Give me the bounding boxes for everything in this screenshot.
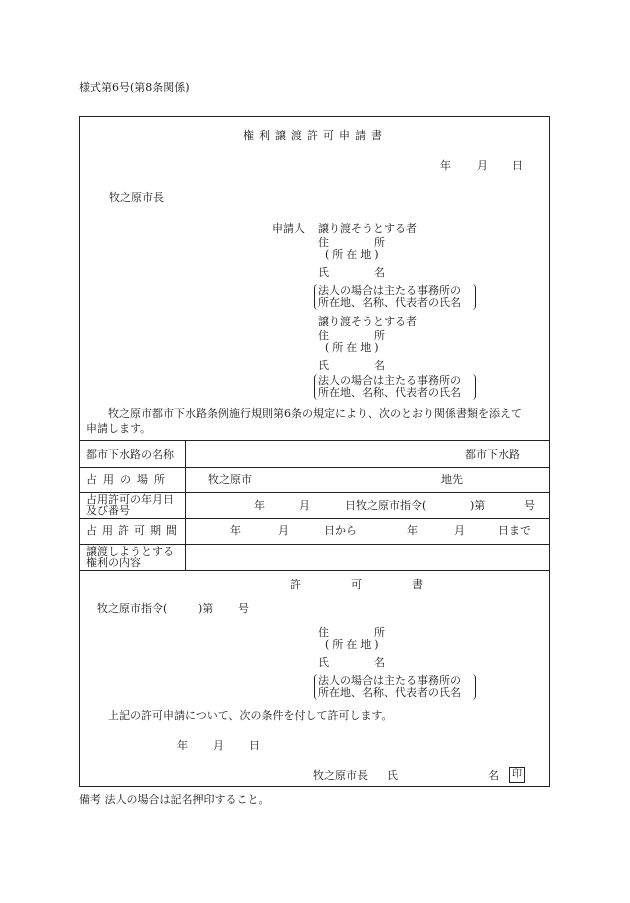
form-number-label: 様式第6号(第8条関係) xyxy=(79,81,190,94)
transferee-heading: 譲り渡そうとする者 xyxy=(318,315,417,328)
transfer-rights-label-1: 譲渡しようとする xyxy=(86,545,174,558)
period-start-day: 日から xyxy=(324,524,357,537)
transferor-heading: 譲り渡そうとする者 xyxy=(318,222,417,235)
permit-address-note: (所在地) xyxy=(325,638,382,651)
permit-date-label-1: 占用許可の年月日 xyxy=(86,493,174,506)
transfer-rights-label-2: 権利の内容 xyxy=(86,556,141,569)
permit-corp-note-2: 所在地、名称、代表者の氏名 xyxy=(318,686,461,699)
period-end-year: 年 xyxy=(407,524,418,537)
application-date-year: 年 xyxy=(440,159,451,172)
application-body-line-2: 申請します。 xyxy=(86,422,152,435)
application-form xyxy=(79,116,550,787)
applicant-label: 申請人 xyxy=(272,222,305,235)
transferor-corp-note-2: 所在地、名称、代表者の氏名 xyxy=(318,296,461,309)
footer-note: 備考 法人の場合は記名押印すること。 xyxy=(79,793,270,806)
permit-body: 上記の許可申請について、次の条件を付して許可します。 xyxy=(108,709,393,722)
transferee-name-label: 氏名 xyxy=(318,359,430,372)
permit-date-year: 年 xyxy=(177,739,188,752)
permit-signer-title-1: 氏 xyxy=(387,769,398,782)
permit-address-label: 住所 xyxy=(318,626,430,639)
permit-order-mid: )第 xyxy=(198,602,214,615)
permit-period-label: 占用許可期間 xyxy=(86,524,182,537)
permit-date-day: 日 xyxy=(249,739,260,752)
transferee-corp-note-2: 所在地、名称、代表者の氏名 xyxy=(318,386,461,399)
table-column-divider xyxy=(185,440,186,570)
addressee: 牧之原市長 xyxy=(109,191,164,204)
permit-date-day-order: 日牧之原市指令( xyxy=(345,499,427,512)
occupancy-location-city: 牧之原市 xyxy=(208,473,252,486)
permit-order-suffix: 号 xyxy=(238,602,249,615)
transferee-corp-note-1: 法人の場合は主たる事務所の xyxy=(318,374,461,387)
transferor-name-label: 氏名 xyxy=(318,266,430,279)
row-divider xyxy=(80,518,549,519)
occupancy-location-suffix: 地先 xyxy=(441,473,463,486)
occupancy-location-label: 占用の場所 xyxy=(86,473,171,486)
row-divider xyxy=(80,467,549,468)
permit-corp-note-1: 法人の場合は主たる事務所の xyxy=(318,674,461,687)
permit-signer-title-2: 名 xyxy=(488,769,499,782)
table-bottom-border xyxy=(80,570,549,571)
permit-signer: 牧之原市長 xyxy=(313,769,368,782)
period-end-day: 日まで xyxy=(498,524,531,537)
permit-title: 許可書 xyxy=(290,578,473,591)
period-start-year: 年 xyxy=(230,524,241,537)
transferor-address-note: (所在地) xyxy=(325,248,382,261)
seal-stamp: 印 xyxy=(509,767,525,783)
permit-name-label: 氏名 xyxy=(318,656,430,669)
sewer-name-label: 都市下水路の名称 xyxy=(86,448,174,461)
permit-date-month: 月 xyxy=(213,739,224,752)
application-date-month: 月 xyxy=(477,159,488,172)
period-start-month: 月 xyxy=(278,524,289,537)
permit-date-year: 年 xyxy=(254,499,265,512)
application-date-day: 日 xyxy=(512,159,523,172)
permit-date-label-2: 及び番号 xyxy=(86,504,130,517)
permit-number-suffix: 号 xyxy=(524,499,535,512)
transferee-address-note: (所在地) xyxy=(325,341,382,354)
form-title: 権利譲渡許可申請書 xyxy=(243,129,387,142)
permit-date-month: 月 xyxy=(299,499,310,512)
table-top-border xyxy=(80,440,549,441)
application-body-line-1: 牧之原市都市下水路条例施行規則第6条の規定により、次のとおり関係書類を添えて xyxy=(108,407,522,420)
transferee-address-label: 住所 xyxy=(318,329,430,342)
permit-number-text: )第 xyxy=(470,499,486,512)
permit-order-prefix: 牧之原市指令( xyxy=(97,602,168,615)
period-end-month: 月 xyxy=(454,524,465,537)
sewer-name-suffix: 都市下水路 xyxy=(465,448,520,461)
transferor-corp-note-1: 法人の場合は主たる事務所の xyxy=(318,284,461,297)
transferor-address-label: 住所 xyxy=(318,236,430,249)
